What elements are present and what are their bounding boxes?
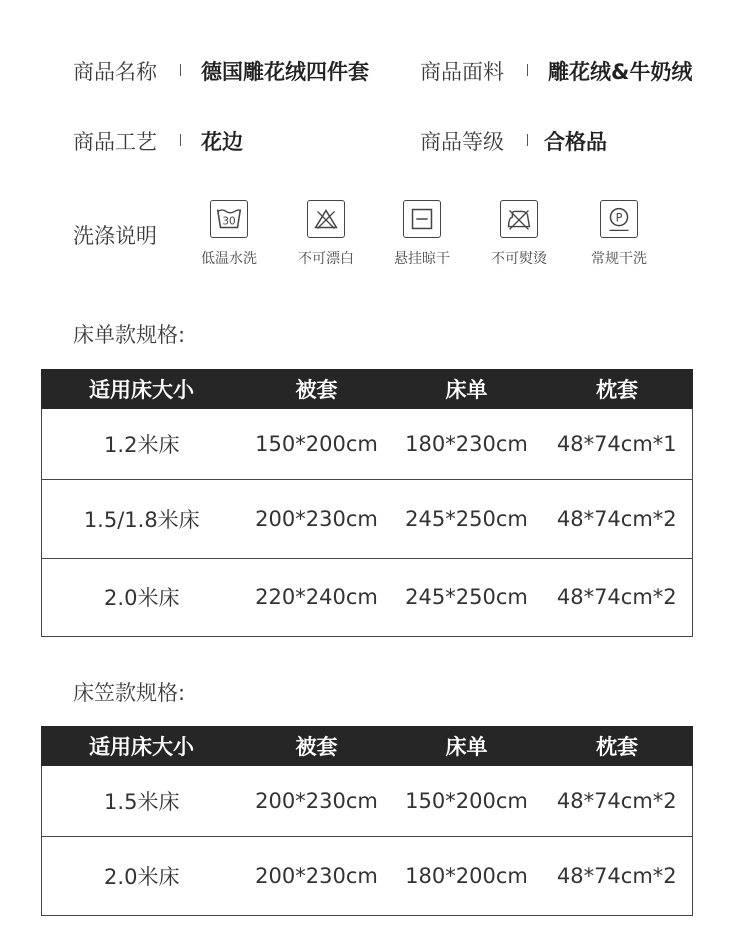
care-label-iron: 不可熨烫 <box>491 251 547 267</box>
craft-value: 花边 <box>201 130 243 154</box>
cell-sheet: 245*250cm <box>392 558 542 636</box>
cell-duvet: 220*240cm <box>242 558 392 636</box>
header-duvet: 被套 <box>242 369 392 409</box>
no-bleach-icon <box>307 200 345 238</box>
cell-pillow: 48*74cm*2 <box>542 479 693 558</box>
separator <box>180 134 181 146</box>
cell-duvet: 200*230cm <box>242 836 392 915</box>
fitted-spec-title: 床笠款规格: <box>73 681 186 705</box>
separator <box>527 134 528 146</box>
fabric-label: 商品面料 <box>420 60 504 84</box>
washing-label: 洗涤说明 <box>73 224 157 248</box>
wash-30-icon <box>210 200 248 238</box>
header-bed-size: 适用床大小 <box>42 726 242 766</box>
header-sheet: 床单 <box>392 726 542 766</box>
cell-bed-size: 1.5米床 <box>42 766 242 836</box>
cell-bed-size: 2.0米床 <box>42 558 242 636</box>
no-iron-icon <box>500 200 538 238</box>
cell-duvet: 200*230cm <box>242 479 392 558</box>
care-label-bleach: 不可漂白 <box>298 251 354 267</box>
cell-sheet: 245*250cm <box>392 479 542 558</box>
cell-duvet: 200*230cm <box>242 766 392 836</box>
table-row <box>42 766 693 836</box>
cell-bed-size: 1.2米床 <box>42 409 242 479</box>
cell-duvet: 150*200cm <box>242 409 392 479</box>
sheet-spec-title: 床单款规格: <box>73 323 186 347</box>
hang-dry-icon <box>403 200 441 238</box>
table-row <box>42 558 693 636</box>
header-duvet: 被套 <box>242 726 392 766</box>
cell-sheet: 180*200cm <box>392 836 542 915</box>
grade-label: 商品等级 <box>420 130 504 154</box>
cell-pillow: 48*74cm*2 <box>542 558 693 636</box>
sheet-spec-table <box>41 369 693 637</box>
table-row <box>42 836 693 915</box>
fitted-spec-table <box>41 726 693 916</box>
svg-text:P: P <box>615 210 623 225</box>
cell-sheet: 150*200cm <box>392 766 542 836</box>
cell-pillow: 48*74cm*2 <box>542 836 693 915</box>
craft-label: 商品工艺 <box>73 130 157 154</box>
header-pillow: 枕套 <box>542 369 693 409</box>
cell-sheet: 180*230cm <box>392 409 542 479</box>
product-name-label: 商品名称 <box>73 60 157 84</box>
grade-value: 合格品 <box>544 130 607 154</box>
dry-clean-p-icon <box>600 200 638 238</box>
table-header-row <box>42 726 693 766</box>
table-row <box>42 409 693 479</box>
care-label-dryclean: 常规干洗 <box>591 251 647 267</box>
care-label-dry: 悬挂晾干 <box>394 251 450 267</box>
separator <box>180 64 181 76</box>
svg-text:30: 30 <box>222 215 236 228</box>
fabric-value: 雕花绒&牛奶绒 <box>548 60 693 84</box>
cell-pillow: 48*74cm*2 <box>542 766 693 836</box>
header-bed-size: 适用床大小 <box>42 369 242 409</box>
cell-pillow: 48*74cm*1 <box>542 409 693 479</box>
care-label-wash: 低温水洗 <box>201 251 257 267</box>
product-name-value: 德国雕花绒四件套 <box>201 60 369 84</box>
table-header-row <box>42 369 693 409</box>
header-sheet: 床单 <box>392 369 542 409</box>
separator <box>527 64 528 76</box>
cell-bed-size: 1.5/1.8米床 <box>42 479 242 558</box>
table-row <box>42 479 693 558</box>
header-pillow: 枕套 <box>542 726 693 766</box>
cell-bed-size: 2.0米床 <box>42 836 242 915</box>
